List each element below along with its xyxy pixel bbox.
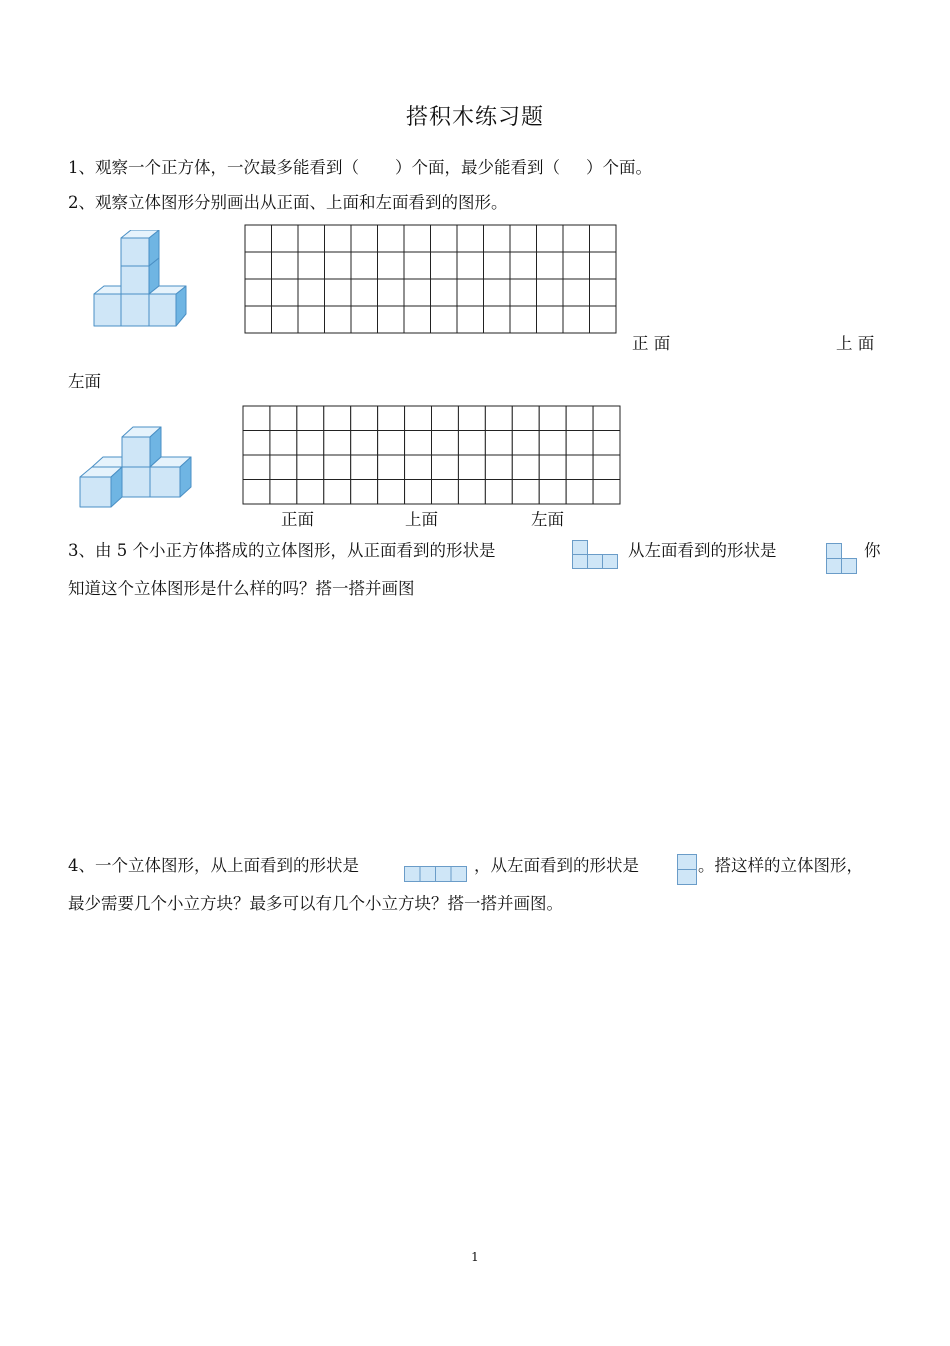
grid-cell[interactable]: [245, 279, 272, 306]
grid-cell[interactable]: [537, 225, 564, 252]
grid-cell[interactable]: [563, 225, 590, 252]
grid-cell[interactable]: [457, 225, 484, 252]
grid-cell[interactable]: [351, 306, 378, 333]
grid-cell[interactable]: [325, 225, 352, 252]
grid-cell[interactable]: [324, 431, 351, 456]
grid-cell[interactable]: [484, 252, 511, 279]
drawing-grid-2[interactable]: [242, 405, 621, 505]
grid-cell[interactable]: [510, 252, 537, 279]
grid-cell[interactable]: [272, 225, 299, 252]
grid-cell[interactable]: [537, 252, 564, 279]
q1-text-part2: ）个面，最少能看到（: [395, 158, 560, 177]
grid-cell[interactable]: [324, 480, 351, 505]
q4-text-part1: 4、一个立体图形，从上面看到的形状是: [68, 856, 359, 875]
grid-cell[interactable]: [298, 225, 325, 252]
grid-cell[interactable]: [566, 480, 593, 505]
grid-cell[interactable]: [590, 279, 617, 306]
grid-cell[interactable]: [324, 406, 351, 431]
cube-top-face: [94, 286, 121, 294]
question-1: [68, 158, 652, 178]
grid-cell[interactable]: [297, 455, 324, 480]
grid-cell[interactable]: [297, 406, 324, 431]
grid-cell[interactable]: [432, 431, 459, 456]
grid-cell[interactable]: [243, 455, 270, 480]
front-view-shape-icon: [572, 540, 618, 570]
grid1-label-top: 上 面: [836, 334, 875, 353]
grid-cell[interactable]: [378, 306, 405, 333]
grid-cell[interactable]: [485, 406, 512, 431]
grid-cell[interactable]: [539, 406, 566, 431]
grid-cell[interactable]: [245, 225, 272, 252]
grid-cell[interactable]: [512, 406, 539, 431]
grid-cell[interactable]: [351, 279, 378, 306]
grid-cell[interactable]: [484, 279, 511, 306]
grid-cell[interactable]: [512, 480, 539, 505]
q1-text-part1: 1、观察一个正方体，一次最多能看到（: [68, 158, 359, 177]
grid-cell[interactable]: [593, 455, 620, 480]
grid-cell[interactable]: [243, 431, 270, 456]
grid-cell[interactable]: [325, 306, 352, 333]
cube-front-face: [149, 294, 176, 326]
grid-cell[interactable]: [458, 406, 485, 431]
q1-text-part3: ）个面。: [586, 158, 652, 177]
grid-cell[interactable]: [298, 252, 325, 279]
grid-cell[interactable]: [270, 406, 297, 431]
cube-front-face: [121, 294, 149, 326]
grid-cell[interactable]: [590, 306, 617, 333]
grid-cell[interactable]: [378, 406, 405, 431]
grid-cell[interactable]: [270, 480, 297, 505]
grid-cell[interactable]: [537, 306, 564, 333]
grid1-label-left: 左面: [68, 372, 101, 391]
grid-cell[interactable]: [593, 480, 620, 505]
grid-cell[interactable]: [325, 279, 352, 306]
grid-cell[interactable]: [457, 306, 484, 333]
grid-cell[interactable]: [593, 406, 620, 431]
grid-cell[interactable]: [404, 225, 431, 252]
drawing-grid-1[interactable]: [244, 224, 617, 334]
grid-cell[interactable]: [351, 480, 378, 505]
q4-text-part3: 。搭这样的立体图形，: [698, 856, 863, 875]
grid-cell[interactable]: [325, 252, 352, 279]
grid-cell[interactable]: [566, 455, 593, 480]
grid-cell[interactable]: [537, 279, 564, 306]
grid-cell[interactable]: [378, 279, 405, 306]
grid-cell[interactable]: [272, 306, 299, 333]
grid-cell[interactable]: [378, 431, 405, 456]
grid-cell[interactable]: [351, 406, 378, 431]
question-2-text: 2、观察立体图形分别画出从正面、上面和左面看到的图形。: [68, 193, 508, 212]
grid-cell[interactable]: [298, 306, 325, 333]
grid-cell[interactable]: [539, 480, 566, 505]
grid-cell[interactable]: [405, 455, 432, 480]
grid-cell[interactable]: [431, 252, 458, 279]
grid-cell[interactable]: [563, 279, 590, 306]
grid-cell[interactable]: [563, 306, 590, 333]
grid-cell[interactable]: [272, 279, 299, 306]
grid-cell[interactable]: [378, 225, 405, 252]
top-view-shape-icon: [404, 866, 468, 883]
grid-cell[interactable]: [245, 252, 272, 279]
grid-cell[interactable]: [593, 431, 620, 456]
grid-cell[interactable]: [298, 279, 325, 306]
grid-cell[interactable]: [458, 480, 485, 505]
grid-cell[interactable]: [485, 455, 512, 480]
grid-cell[interactable]: [590, 225, 617, 252]
grid-cell[interactable]: [378, 252, 405, 279]
grid-cell[interactable]: [351, 455, 378, 480]
grid-cell[interactable]: [243, 480, 270, 505]
grid2-label-front: 正面: [281, 510, 314, 529]
grid-cell[interactable]: [431, 225, 458, 252]
grid-cell[interactable]: [351, 225, 378, 252]
grid2-label-left: 左面: [531, 510, 564, 529]
grid-cell[interactable]: [484, 225, 511, 252]
grid-cell[interactable]: [351, 252, 378, 279]
grid-cell[interactable]: [378, 480, 405, 505]
grid-cell[interactable]: [539, 431, 566, 456]
grid-cell[interactable]: [272, 252, 299, 279]
grid-cell[interactable]: [458, 455, 485, 480]
grid-cell[interactable]: [378, 455, 405, 480]
grid-cell[interactable]: [270, 431, 297, 456]
grid-cell[interactable]: [485, 480, 512, 505]
grid-cell[interactable]: [539, 455, 566, 480]
left-view-shape-icon: [826, 543, 858, 574]
cube-front-face: [121, 238, 149, 266]
grid-cell[interactable]: [270, 455, 297, 480]
q4-answer-area[interactable]: [68, 925, 883, 1225]
grid1-label-front: 正 面: [632, 334, 671, 353]
grid-cell[interactable]: [243, 406, 270, 431]
cube-figure-2: [78, 425, 198, 510]
left-view-shape-icon-q4: [677, 854, 698, 885]
grid-cell[interactable]: [566, 406, 593, 431]
grid-cell[interactable]: [431, 306, 458, 333]
grid-cell[interactable]: [566, 431, 593, 456]
grid-cell[interactable]: [458, 431, 485, 456]
grid-cell[interactable]: [457, 279, 484, 306]
grid-cell[interactable]: [297, 431, 324, 456]
grid-cell[interactable]: [431, 279, 458, 306]
grid-cell[interactable]: [590, 252, 617, 279]
grid-cell[interactable]: [245, 306, 272, 333]
grid-cell[interactable]: [324, 455, 351, 480]
q4-text-line2: 最少需要几个小立方块？最多可以有几个小立方块？搭一搭并画图。: [68, 894, 563, 913]
grid-cell[interactable]: [404, 252, 431, 279]
cube-figure-1: [90, 230, 195, 330]
grid-cell[interactable]: [432, 455, 459, 480]
q3-answer-area[interactable]: [68, 610, 883, 840]
grid-cell[interactable]: [351, 431, 378, 456]
grid-cell[interactable]: [563, 252, 590, 279]
cube-front-face: [121, 266, 149, 294]
q3-text-part1: 3、由 5 个小正方体搭成的立体图形，从正面看到的形状是: [68, 541, 496, 560]
page-number: 1: [471, 1250, 479, 1264]
grid-cell[interactable]: [297, 480, 324, 505]
q3-text-line2: 知道这个立体图形是什么样的吗？搭一搭并画图: [68, 579, 415, 598]
grid-cell[interactable]: [510, 225, 537, 252]
grid2-label-top: 上面: [405, 510, 438, 529]
grid-cell[interactable]: [510, 306, 537, 333]
grid-cell[interactable]: [512, 431, 539, 456]
grid-cell[interactable]: [405, 406, 432, 431]
grid-cell[interactable]: [432, 406, 459, 431]
grid-cell[interactable]: [404, 279, 431, 306]
cube-front-face: [94, 294, 121, 326]
q3-text-part2: 从左面看到的形状是: [628, 541, 777, 560]
grid-cell[interactable]: [405, 431, 432, 456]
grid-cell[interactable]: [457, 252, 484, 279]
grid-cell[interactable]: [510, 279, 537, 306]
grid-cell[interactable]: [405, 480, 432, 505]
grid-cell[interactable]: [512, 455, 539, 480]
grid-cell[interactable]: [432, 480, 459, 505]
page-title: 搭积木练习题: [405, 105, 544, 130]
grid-cell[interactable]: [484, 306, 511, 333]
q3-text-part3: 你: [864, 541, 881, 560]
q4-text-part2: ，从左面看到的形状是: [474, 856, 639, 875]
grid-cell[interactable]: [404, 306, 431, 333]
grid-cell[interactable]: [485, 431, 512, 456]
